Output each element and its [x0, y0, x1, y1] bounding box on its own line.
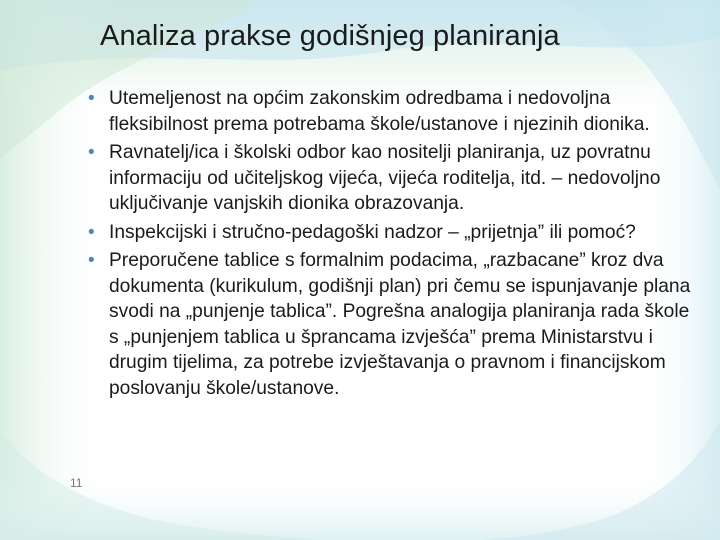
bullet-item [88, 140, 698, 217]
bullet-item [88, 220, 698, 246]
bullet-text: Inspekcijski i stručno-pedagoški nadzor – „prijetnja” ili pomoć? [109, 221, 636, 243]
bullet-item [88, 248, 698, 401]
bullet-item [88, 86, 698, 137]
bullet-dot-icon: • [88, 250, 95, 271]
bullet-dot-icon: • [88, 142, 95, 163]
bullet-text: Preporučene tablice s formalnim podacima, „razbacane” kroz dva dokumenta (kurikulum, godišnji plan) pri čemu se ispunjavanje plana svodi na „punjenje tablica”. Pogrešna analogija planiranja rada škole s „punjenjem tablica u šprancama izvješća” prema Ministarstvu i drugim tijelima, za potrebe izvještavanja o pravnom i financijskom poslovanju škole/ustanove. [109, 250, 691, 399]
bullet-text: Ravnatelj/ica i školski odbor kao nositelji planiranja, uz povratnu informaciju od učiteljskog vijeća, vijeća roditelja, itd. – nedovoljno uključivanje vanjskih dionika obrazovanja. [109, 142, 661, 214]
bullet-list [88, 86, 698, 404]
bullet-text: Utemeljenost na općim zakonskim odredbama i nedovoljna fleksibilnost prema potrebama škole/ustanove i njezinih dionika. [109, 88, 650, 135]
bullet-dot-icon: • [88, 221, 95, 243]
bullet-dot-icon: • [88, 88, 95, 109]
slide-title: Analiza prakse godišnjeg planiranja [100, 20, 560, 52]
page-number: 11 [70, 476, 83, 490]
